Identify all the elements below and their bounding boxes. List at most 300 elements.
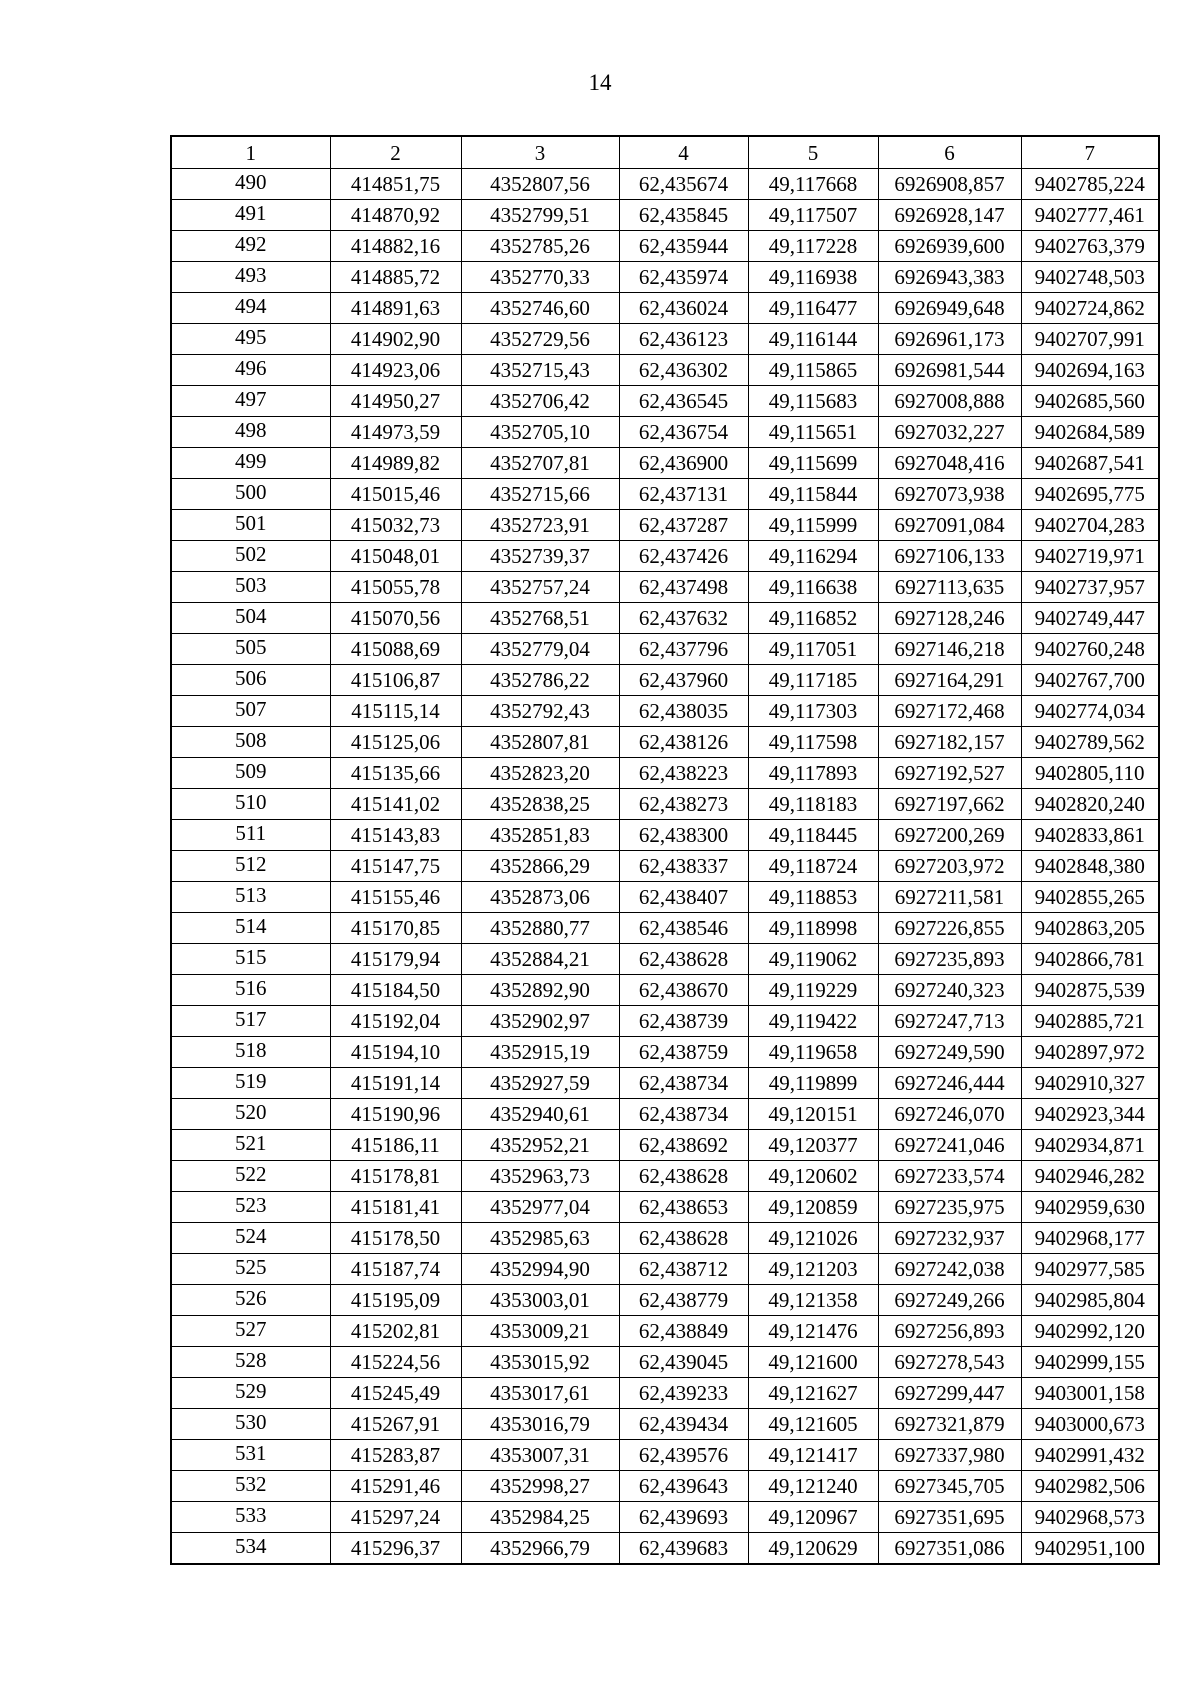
table-cell: 49,119229 [748,975,878,1006]
table-cell: 4352985,63 [461,1223,619,1254]
table-cell: 4352984,25 [461,1502,619,1533]
table-cell: 495 [171,324,330,355]
table-cell: 4352866,29 [461,851,619,882]
table-cell: 6927048,416 [878,448,1021,479]
table-cell: 9402724,862 [1021,293,1159,324]
table-cell: 4352786,22 [461,665,619,696]
table-cell: 518 [171,1037,330,1068]
table-cell: 499 [171,448,330,479]
table-cell: 6927249,590 [878,1037,1021,1068]
table-cell: 6927106,133 [878,541,1021,572]
table-cell: 62,438337 [619,851,748,882]
table-cell: 62,439233 [619,1378,748,1409]
table-cell: 6927345,705 [878,1471,1021,1502]
table-cell: 6927235,975 [878,1192,1021,1223]
table-cell: 415202,81 [330,1316,461,1347]
table-row [171,262,1159,293]
table-cell: 6927278,543 [878,1347,1021,1378]
table-cell: 4352873,06 [461,882,619,913]
table-cell: 6927351,086 [878,1533,1021,1565]
table-cell: 9402863,205 [1021,913,1159,944]
table-cell: 415194,10 [330,1037,461,1068]
table-cell: 4353015,92 [461,1347,619,1378]
table-cell: 510 [171,789,330,820]
table-row [171,200,1159,231]
table-cell: 62,439434 [619,1409,748,1440]
table-cell: 4352807,81 [461,727,619,758]
table-cell: 6927164,291 [878,665,1021,696]
table-cell: 6927337,980 [878,1440,1021,1471]
table-cell: 415170,85 [330,913,461,944]
table-cell: 49,121026 [748,1223,878,1254]
table-cell: 415178,50 [330,1223,461,1254]
table-row [171,1254,1159,1285]
table-row [171,789,1159,820]
table-cell: 529 [171,1378,330,1409]
table-row [171,510,1159,541]
table-cell: 49,119062 [748,944,878,975]
table-cell: 62,439045 [619,1347,748,1378]
table-cell: 4352799,51 [461,200,619,231]
table-row [171,355,1159,386]
table-cell: 9402704,283 [1021,510,1159,541]
table-row [171,1223,1159,1254]
table-cell: 49,120629 [748,1533,878,1565]
table-cell: 6927091,084 [878,510,1021,541]
table-cell: 62,435845 [619,200,748,231]
table-cell: 62,437796 [619,634,748,665]
table-row [171,572,1159,603]
table-cell: 6926908,857 [878,169,1021,200]
table-cell: 62,437960 [619,665,748,696]
table-row [171,1409,1159,1440]
table-cell: 49,117598 [748,727,878,758]
table-cell: 62,436123 [619,324,748,355]
table-cell: 62,437498 [619,572,748,603]
table-cell: 6927351,695 [878,1502,1021,1533]
table-cell: 9402777,461 [1021,200,1159,231]
table-cell: 415125,06 [330,727,461,758]
table-cell: 6927146,218 [878,634,1021,665]
table-cell: 415184,50 [330,975,461,1006]
table-row [171,1161,1159,1192]
column-header: 2 [330,136,461,169]
table-cell: 49,117668 [748,169,878,200]
table-cell: 494 [171,293,330,324]
table-cell: 4353007,31 [461,1440,619,1471]
table-row [171,1502,1159,1533]
table-cell: 4352851,83 [461,820,619,851]
table-cell: 49,116938 [748,262,878,293]
table-cell: 62,437426 [619,541,748,572]
table-cell: 62,438300 [619,820,748,851]
table-cell: 9402897,972 [1021,1037,1159,1068]
table-cell: 6927032,227 [878,417,1021,448]
table-cell: 9402694,163 [1021,355,1159,386]
table-cell: 9402977,585 [1021,1254,1159,1285]
table-cell: 509 [171,758,330,789]
table-row [171,1533,1159,1565]
table-cell: 524 [171,1223,330,1254]
table-cell: 49,121627 [748,1378,878,1409]
table-cell: 62,439643 [619,1471,748,1502]
table-cell: 9402748,503 [1021,262,1159,293]
table-cell: 9402695,775 [1021,479,1159,510]
table-row [171,603,1159,634]
table-cell: 493 [171,262,330,293]
table-cell: 501 [171,510,330,541]
column-header: 5 [748,136,878,169]
table-cell: 62,439693 [619,1502,748,1533]
table-cell: 4352963,73 [461,1161,619,1192]
table-cell: 49,119658 [748,1037,878,1068]
table-cell: 49,118853 [748,882,878,913]
table-cell: 515 [171,944,330,975]
table-cell: 523 [171,1192,330,1223]
table-cell: 415186,11 [330,1130,461,1161]
table-cell: 415015,46 [330,479,461,510]
table-cell: 415191,14 [330,1068,461,1099]
table-cell: 522 [171,1161,330,1192]
table-cell: 415192,04 [330,1006,461,1037]
table-row [171,417,1159,448]
table-cell: 49,115999 [748,510,878,541]
table-cell: 415267,91 [330,1409,461,1440]
table-cell: 49,120602 [748,1161,878,1192]
table-cell: 415048,01 [330,541,461,572]
table-cell: 4352785,26 [461,231,619,262]
table-row [171,1068,1159,1099]
table-cell: 49,115699 [748,448,878,479]
table-row [171,386,1159,417]
table-cell: 9402820,240 [1021,789,1159,820]
table-cell: 62,435674 [619,169,748,200]
table-cell: 6927200,269 [878,820,1021,851]
table-row [171,448,1159,479]
table-cell: 49,121600 [748,1347,878,1378]
table-cell: 62,438712 [619,1254,748,1285]
table-cell: 512 [171,851,330,882]
table-cell: 9402968,573 [1021,1502,1159,1533]
table-cell: 49,120967 [748,1502,878,1533]
table-cell: 415195,09 [330,1285,461,1316]
table-cell: 6927233,574 [878,1161,1021,1192]
table-cell: 415296,37 [330,1533,461,1565]
table-cell: 415088,69 [330,634,461,665]
table-cell: 497 [171,386,330,417]
table-cell: 62,438223 [619,758,748,789]
table-row [171,1378,1159,1409]
table-cell: 62,439683 [619,1533,748,1565]
table-cell: 415179,94 [330,944,461,975]
table-cell: 6927235,893 [878,944,1021,975]
table-cell: 4352715,66 [461,479,619,510]
column-header: 1 [171,136,330,169]
table-cell: 527 [171,1316,330,1347]
table-cell: 525 [171,1254,330,1285]
table-cell: 9402991,432 [1021,1440,1159,1471]
table-row [171,882,1159,913]
table-cell: 49,117051 [748,634,878,665]
table-cell: 9402707,991 [1021,324,1159,355]
table-cell: 49,117185 [748,665,878,696]
table-cell: 415190,96 [330,1099,461,1130]
table-cell: 9402848,380 [1021,851,1159,882]
table-row [171,1037,1159,1068]
table-cell: 415283,87 [330,1440,461,1471]
table-cell: 62,438126 [619,727,748,758]
table-row [171,1285,1159,1316]
table-cell: 49,116852 [748,603,878,634]
table-cell: 62,435974 [619,262,748,293]
table-cell: 6927242,038 [878,1254,1021,1285]
table-body [171,169,1159,1565]
table-cell: 49,121358 [748,1285,878,1316]
table-cell: 534 [171,1533,330,1565]
table-cell: 6927246,070 [878,1099,1021,1130]
table-cell: 6927247,713 [878,1006,1021,1037]
table-cell: 415115,14 [330,696,461,727]
table-row [171,1440,1159,1471]
table-cell: 62,438779 [619,1285,748,1316]
table-cell: 415143,83 [330,820,461,851]
table-cell: 517 [171,1006,330,1037]
table-cell: 4352779,04 [461,634,619,665]
table-cell: 414870,92 [330,200,461,231]
table-row [171,944,1159,975]
table-cell: 6926939,600 [878,231,1021,262]
table-cell: 9402749,447 [1021,603,1159,634]
table-cell: 9402885,721 [1021,1006,1159,1037]
table-cell: 4352707,81 [461,448,619,479]
table-row [171,758,1159,789]
table-cell: 49,115651 [748,417,878,448]
table-cell: 4352823,20 [461,758,619,789]
coordinates-table [170,135,1160,1565]
table-cell: 49,119422 [748,1006,878,1037]
table-cell: 6927241,046 [878,1130,1021,1161]
table-cell: 531 [171,1440,330,1471]
table-cell: 503 [171,572,330,603]
table-cell: 62,436302 [619,355,748,386]
table-cell: 516 [171,975,330,1006]
table-cell: 414902,90 [330,324,461,355]
table-cell: 532 [171,1471,330,1502]
table-cell: 414923,06 [330,355,461,386]
table-row [171,634,1159,665]
table-cell: 62,436754 [619,417,748,448]
table-cell: 49,118183 [748,789,878,820]
table-cell: 49,117507 [748,200,878,231]
table-cell: 9402785,224 [1021,169,1159,200]
table-cell: 6927182,157 [878,727,1021,758]
table-cell: 4352705,10 [461,417,619,448]
table-cell: 9402685,560 [1021,386,1159,417]
table-cell: 6927172,468 [878,696,1021,727]
table-cell: 9402737,957 [1021,572,1159,603]
table-cell: 415187,74 [330,1254,461,1285]
table-cell: 49,117303 [748,696,878,727]
table-cell: 4352838,25 [461,789,619,820]
table-row [171,1006,1159,1037]
table-cell: 49,115683 [748,386,878,417]
table-row [171,1130,1159,1161]
table-cell: 9403000,673 [1021,1409,1159,1440]
table-cell: 9402934,871 [1021,1130,1159,1161]
table-cell: 414882,16 [330,231,461,262]
table-cell: 49,121240 [748,1471,878,1502]
table-cell: 4352884,21 [461,944,619,975]
table-cell: 511 [171,820,330,851]
table-cell: 6927240,323 [878,975,1021,1006]
table-cell: 4352994,90 [461,1254,619,1285]
table-row [171,820,1159,851]
table-cell: 49,116144 [748,324,878,355]
table-cell: 9402855,265 [1021,882,1159,913]
table-cell: 49,121203 [748,1254,878,1285]
table-row [171,1099,1159,1130]
table-cell: 9402910,327 [1021,1068,1159,1099]
table-cell: 49,120151 [748,1099,878,1130]
table-row [171,169,1159,200]
table-cell: 9402719,971 [1021,541,1159,572]
table-cell: 49,118998 [748,913,878,944]
table-cell: 6927256,893 [878,1316,1021,1347]
table-row [171,975,1159,1006]
table-row [171,727,1159,758]
table-cell: 62,436024 [619,293,748,324]
table-cell: 4352729,56 [461,324,619,355]
table-cell: 9402992,120 [1021,1316,1159,1347]
table-cell: 49,118724 [748,851,878,882]
table-cell: 415135,66 [330,758,461,789]
table-row [171,541,1159,572]
table-cell: 415155,46 [330,882,461,913]
table-cell: 526 [171,1285,330,1316]
table-cell: 62,438759 [619,1037,748,1068]
table-cell: 502 [171,541,330,572]
table-cell: 49,116294 [748,541,878,572]
table-cell: 415178,81 [330,1161,461,1192]
table-cell: 6926981,544 [878,355,1021,386]
table-cell: 6927299,447 [878,1378,1021,1409]
table-cell: 521 [171,1130,330,1161]
table-cell: 4352757,24 [461,572,619,603]
table-row [171,913,1159,944]
table-cell: 9402767,700 [1021,665,1159,696]
table-row [171,665,1159,696]
table-row [171,293,1159,324]
table-cell: 9402760,248 [1021,634,1159,665]
table-row [171,1347,1159,1378]
table-cell: 4353017,61 [461,1378,619,1409]
table-cell: 6927008,888 [878,386,1021,417]
table-cell: 49,120377 [748,1130,878,1161]
table-cell: 414950,27 [330,386,461,417]
table-cell: 6926943,383 [878,262,1021,293]
table-cell: 49,121605 [748,1409,878,1440]
table-cell: 62,438653 [619,1192,748,1223]
table-cell: 4352927,59 [461,1068,619,1099]
table-cell: 62,438273 [619,789,748,820]
page-number: 14 [588,70,612,95]
table-cell: 415224,56 [330,1347,461,1378]
table-cell: 414851,75 [330,169,461,200]
table-row [171,851,1159,882]
table-cell: 62,437632 [619,603,748,634]
table-cell: 6927211,581 [878,882,1021,913]
table-cell: 414989,82 [330,448,461,479]
table-cell: 9402946,282 [1021,1161,1159,1192]
table-cell: 49,121476 [748,1316,878,1347]
table-cell: 49,115865 [748,355,878,386]
table-cell: 6927128,246 [878,603,1021,634]
table-cell: 6926961,173 [878,324,1021,355]
table-cell: 62,438739 [619,1006,748,1037]
table-cell: 9402805,110 [1021,758,1159,789]
table-cell: 9402684,589 [1021,417,1159,448]
table-cell: 9402968,177 [1021,1223,1159,1254]
table-cell: 415147,75 [330,851,461,882]
table-cell: 49,117893 [748,758,878,789]
table-cell: 9402923,344 [1021,1099,1159,1130]
table-cell: 4352739,37 [461,541,619,572]
table-cell: 49,120859 [748,1192,878,1223]
column-header: 6 [878,136,1021,169]
table-cell: 490 [171,169,330,200]
table-cell: 513 [171,882,330,913]
column-header: 3 [461,136,619,169]
table-cell: 4352706,42 [461,386,619,417]
table-cell: 6927113,635 [878,572,1021,603]
table-cell: 4353003,01 [461,1285,619,1316]
table-cell: 4352746,60 [461,293,619,324]
table-cell: 9403001,158 [1021,1378,1159,1409]
table-cell: 415245,49 [330,1378,461,1409]
table-cell: 9402789,562 [1021,727,1159,758]
table-cell: 62,438628 [619,944,748,975]
table-cell: 62,438407 [619,882,748,913]
table-cell: 9402833,861 [1021,820,1159,851]
table-cell: 4352998,27 [461,1471,619,1502]
table-cell: 508 [171,727,330,758]
table-cell: 415106,87 [330,665,461,696]
table-cell: 62,435944 [619,231,748,262]
table-row [171,1192,1159,1223]
table-cell: 62,438035 [619,696,748,727]
table-cell: 415055,78 [330,572,461,603]
table-cell: 4352792,43 [461,696,619,727]
table-cell: 62,438734 [619,1099,748,1130]
table-row [171,479,1159,510]
table-cell: 500 [171,479,330,510]
table-cell: 62,438849 [619,1316,748,1347]
table-cell: 62,438628 [619,1161,748,1192]
table-cell: 4352880,77 [461,913,619,944]
table-cell: 9402982,506 [1021,1471,1159,1502]
table-row [171,231,1159,262]
table-cell: 4352977,04 [461,1192,619,1223]
table-cell: 4352715,43 [461,355,619,386]
table-cell: 491 [171,200,330,231]
header-row [171,136,1159,169]
table-cell: 4352723,91 [461,510,619,541]
table-cell: 62,438734 [619,1068,748,1099]
table-cell: 498 [171,417,330,448]
table-cell: 49,117228 [748,231,878,262]
table-cell: 9402875,539 [1021,975,1159,1006]
table-cell: 415297,24 [330,1502,461,1533]
